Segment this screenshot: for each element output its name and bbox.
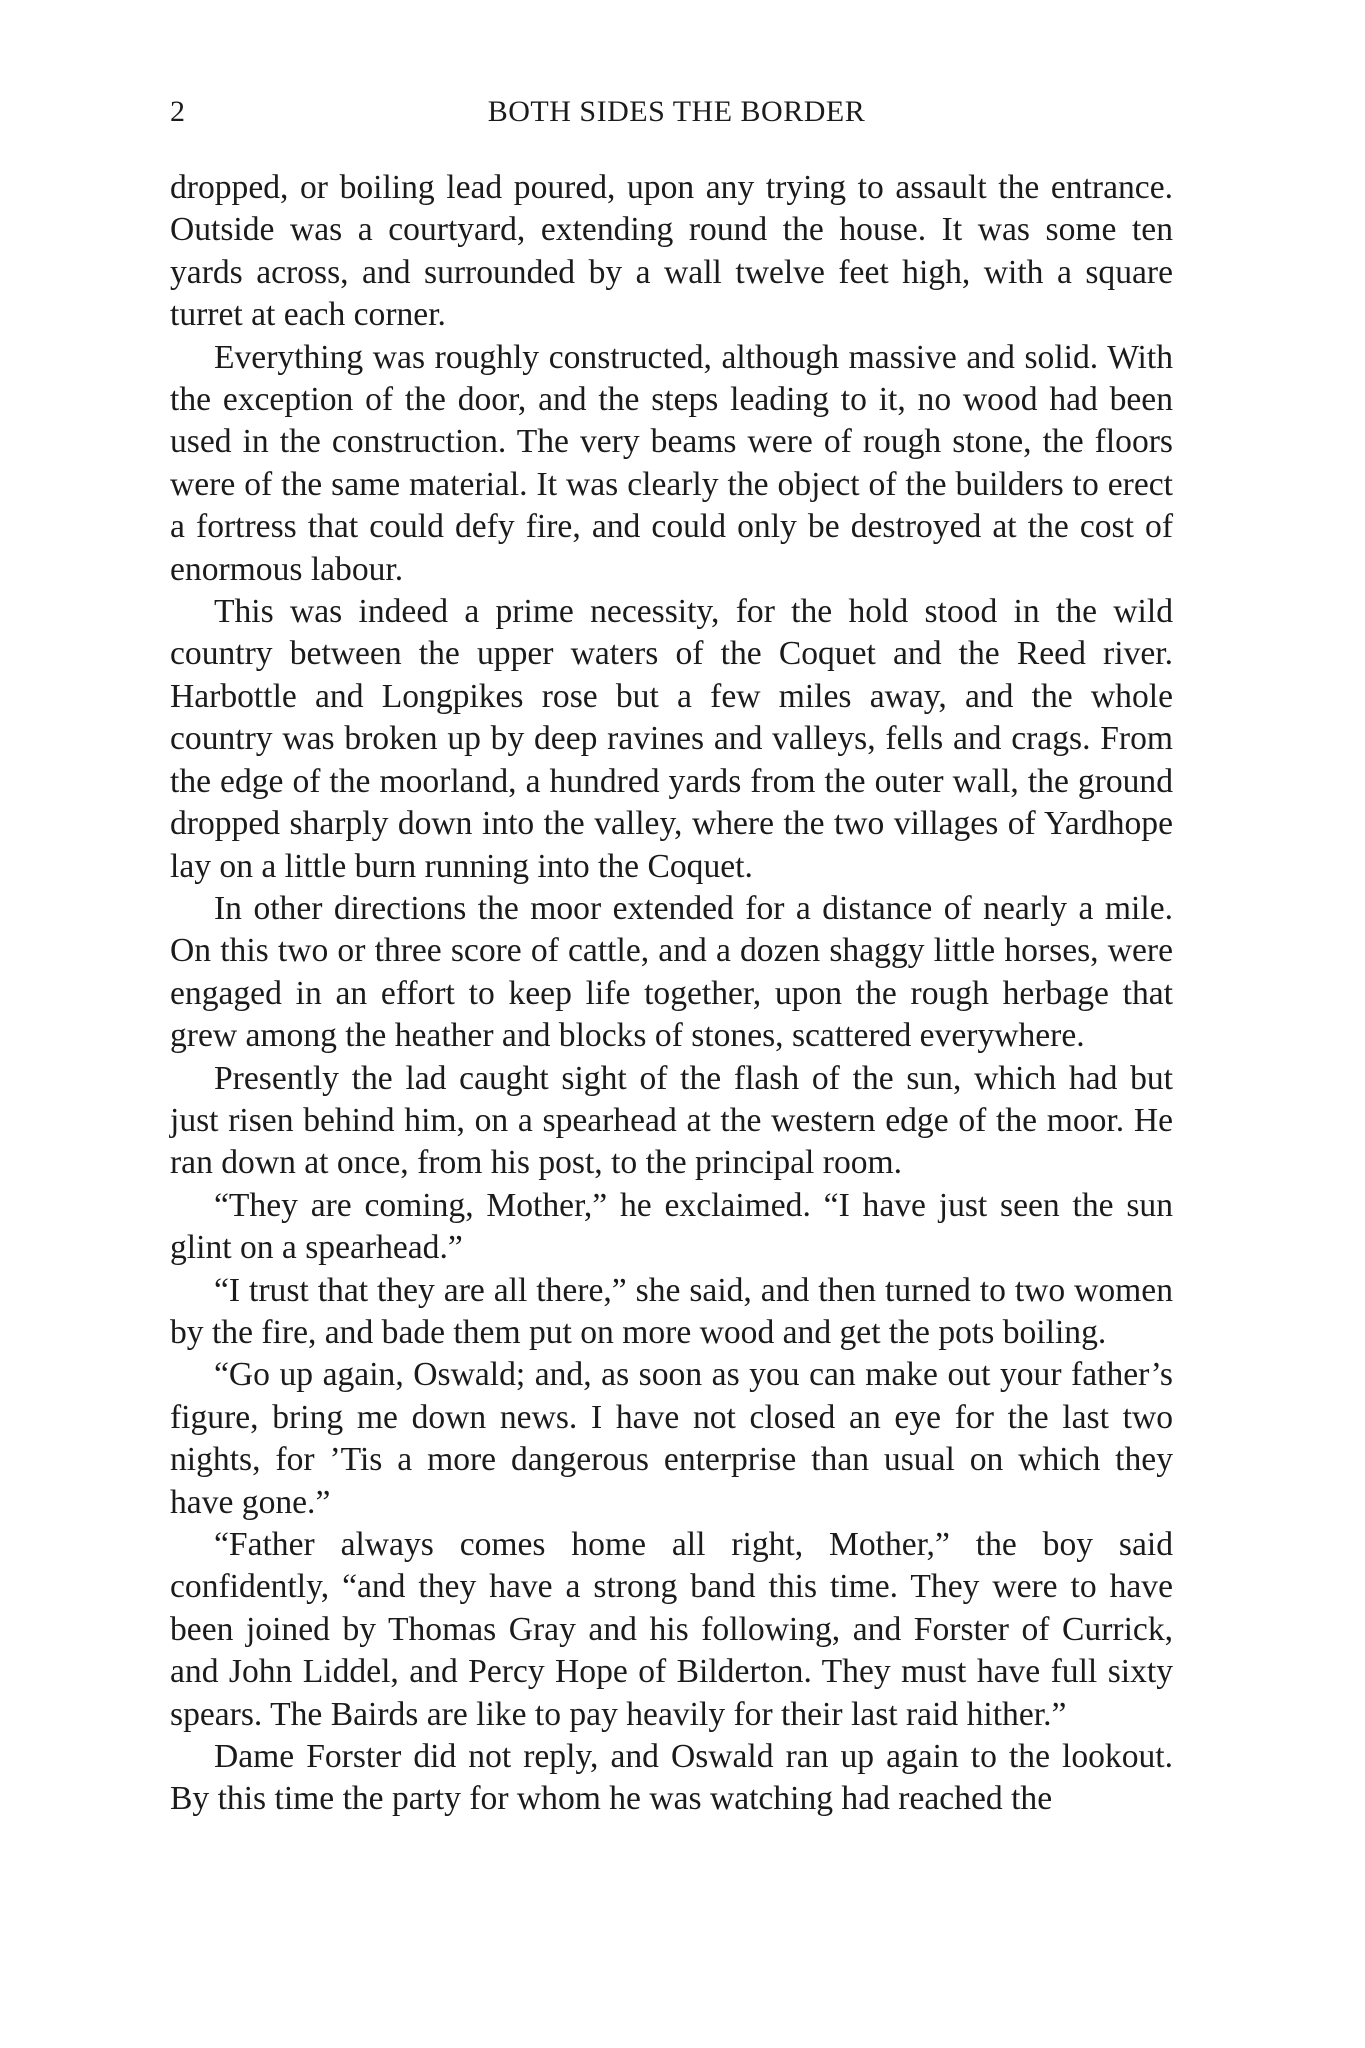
paragraph: “Go up again, Oswald; and, as soon as you can make out your father’s figure, bring me down news. I have not closed an eye for the last two nights, for ’Tis a more dangerous enterprise than usual on which they have gone.” <box>170 1356 1173 1521</box>
page-number: 2 <box>170 95 186 128</box>
paragraph: “Father always comes home all right, Mother,” the boy said confidently, “and they have a strong band this time. They were to have been joined by Thomas Gray and his following, and Forster of Currick, and John Liddel, and Percy Hope of Bilderton. They must have full sixty spears. The Bairds are like to pay heavily for their last raid hither.” <box>170 1526 1173 1733</box>
page-header <box>170 95 1173 137</box>
running-title: BOTH SIDES THE BORDER <box>487 95 866 128</box>
paragraph: “I trust that they are all there,” she said, and then turned to two women by the fire, and bade them put on more wood and get the pots boiling. <box>170 1271 1173 1351</box>
paragraph: Everything was roughly constructed, although massive and solid. With the exception of the door, and the steps leading to it, no wood had been used in the construction. The very beams were of rough stone, the floors were of the same material. It was clearly the object of the builders to erect a fortress that could defy fire, and could only be destroyed at the cost of enormous labour. <box>170 338 1173 588</box>
book-page <box>170 95 1173 1821</box>
paragraph: Presently the lad caught sight of the flash of the sun, which had but just risen behind him, on a spearhead at the western edge of the moor. He ran down at once, from his post, to the principal room. <box>170 1059 1173 1182</box>
paragraph-continuation: dropped, or boiling lead poured, upon any trying to assault the entrance. Outside was a courtyard, extending round the house. It was some ten yards across, and surrounded by a wall twelve feet high, with a square turret at each corner. <box>170 169 1173 334</box>
body-text <box>170 167 1173 1821</box>
paragraph: “They are coming, Mother,” he exclaimed. “I have just seen the sun glint on a spearhead.” <box>170 1186 1173 1267</box>
paragraph: This was indeed a prime necessity, for the hold stood in the wild country between the upper waters of the Coquet and the Reed river. Harbottle and Longpikes rose but a few miles away, and the whole country was broken up by deep ravines and valleys, fells and crags. From the edge of the moorland, a hundred yards from the outer wall, the ground dropped sharply down into the valley, where the two villages of Yardhope lay on a little burn running into the Coquet. <box>170 593 1173 885</box>
paragraph: Dame Forster did not reply, and Oswald ran up again to the lookout. By this time the party for whom he was watching had reached the <box>170 1738 1173 1818</box>
paragraph: In other directions the moor extended for a distance of nearly a mile. On this two or three score of cattle, and a dozen shaggy little horses, were engaged in an effort to keep life together, upon the rough herbage that grew among the heather and blocks of stones, scattered everywhere. <box>170 889 1173 1055</box>
